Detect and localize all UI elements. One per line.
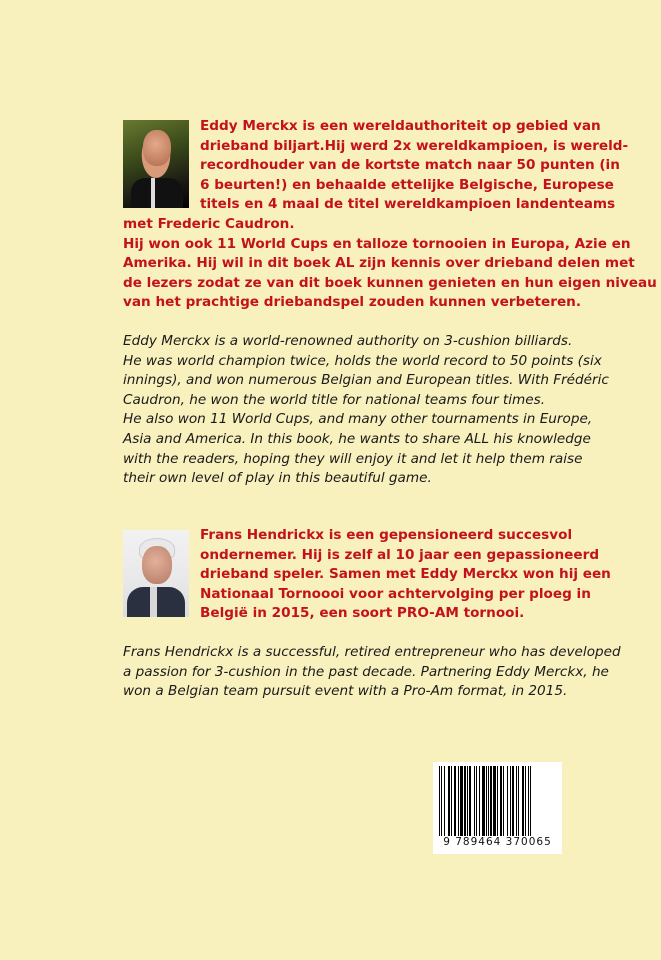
text-line: Frans Hendrickx is een gepensioneerd succesvol xyxy=(200,527,573,543)
text-line: België in 2015, een soort PRO-AM tornooi. xyxy=(200,605,525,622)
text-line: recordhouder van de kortste match naar 50 punten (in xyxy=(200,157,620,174)
text-line: met Frederic Caudron. xyxy=(123,216,295,232)
text-line: de lezers zodat ze van dit boek kunnen genieten en hun eigen niveau xyxy=(123,274,657,291)
text-line: Amerika. Hij wil in dit boek AL zijn kennis over drieband delen met xyxy=(123,255,635,272)
text-line: Nationaal Tornoooi voor achtervolging per ploeg in xyxy=(200,585,591,602)
text-line: Asia and America. In this book, he wants to share ALL his knowledge xyxy=(123,430,591,447)
text-line: van het prachtige driebandspel zouden kunnen verbeteren. xyxy=(123,294,582,311)
text-line: Caudron, he won the world title for national teams four times. xyxy=(123,391,546,408)
text-line: innings), and won numerous Belgian and European titles. With Frédéric xyxy=(123,372,609,389)
text-line: ondernemer. Hij is zelf al 10 jaar een gepassioneerd xyxy=(200,546,600,563)
text-line: Eddy Merckx is a world-renowned authority on 3-cushion billiards. xyxy=(123,333,573,349)
english-bio-frans xyxy=(123,643,621,702)
author-photo-frans-hendrickx xyxy=(123,530,189,617)
text-line: 6 beurten!) en behaalde ettelijke Belgische, Europese xyxy=(200,176,614,193)
text-line: won a Belgian team pursuit event with a Pro-Am format, in 2015. xyxy=(123,683,568,700)
text-line: Frans Hendrickx is a successful, retired entrepreneur who has developed xyxy=(123,644,621,660)
dutch-bio-eddy-bottom xyxy=(123,215,657,313)
text-line: drieband speler. Samen met Eddy Merckx won hij een xyxy=(200,566,611,583)
text-line: drieband biljart.Hij werd 2x wereldkampioen, is wereld- xyxy=(200,137,629,154)
text-line: Eddy Merckx is een wereldauthoriteit op gebied van xyxy=(200,118,601,134)
barcode-bars xyxy=(439,766,556,836)
isbn-barcode xyxy=(433,762,562,854)
dutch-bio-eddy-top xyxy=(200,117,628,215)
isbn-number: 9 789464 370065 xyxy=(443,836,552,848)
author-photo-eddy-merckx xyxy=(123,120,189,208)
text-line: He also won 11 World Cups, and many other tournaments in Europe, xyxy=(123,411,593,428)
english-bio-eddy xyxy=(123,332,609,489)
text-line: He was world champion twice, holds the world record to 50 points (six xyxy=(123,352,602,369)
text-line: titels en 4 maal de titel wereldkampioen landenteams xyxy=(200,196,616,213)
dutch-bio-frans xyxy=(200,526,611,624)
text-line: a passion for 3-cushion in the past decade. Partnering Eddy Merckx, he xyxy=(123,663,609,680)
text-line: Hij won ook 11 World Cups en talloze tornooien in Europa, Azie en xyxy=(123,235,631,252)
text-line: with the readers, hoping they will enjoy it and let it help them raise xyxy=(123,450,583,467)
text-line: their own level of play in this beautiful game. xyxy=(123,470,432,487)
